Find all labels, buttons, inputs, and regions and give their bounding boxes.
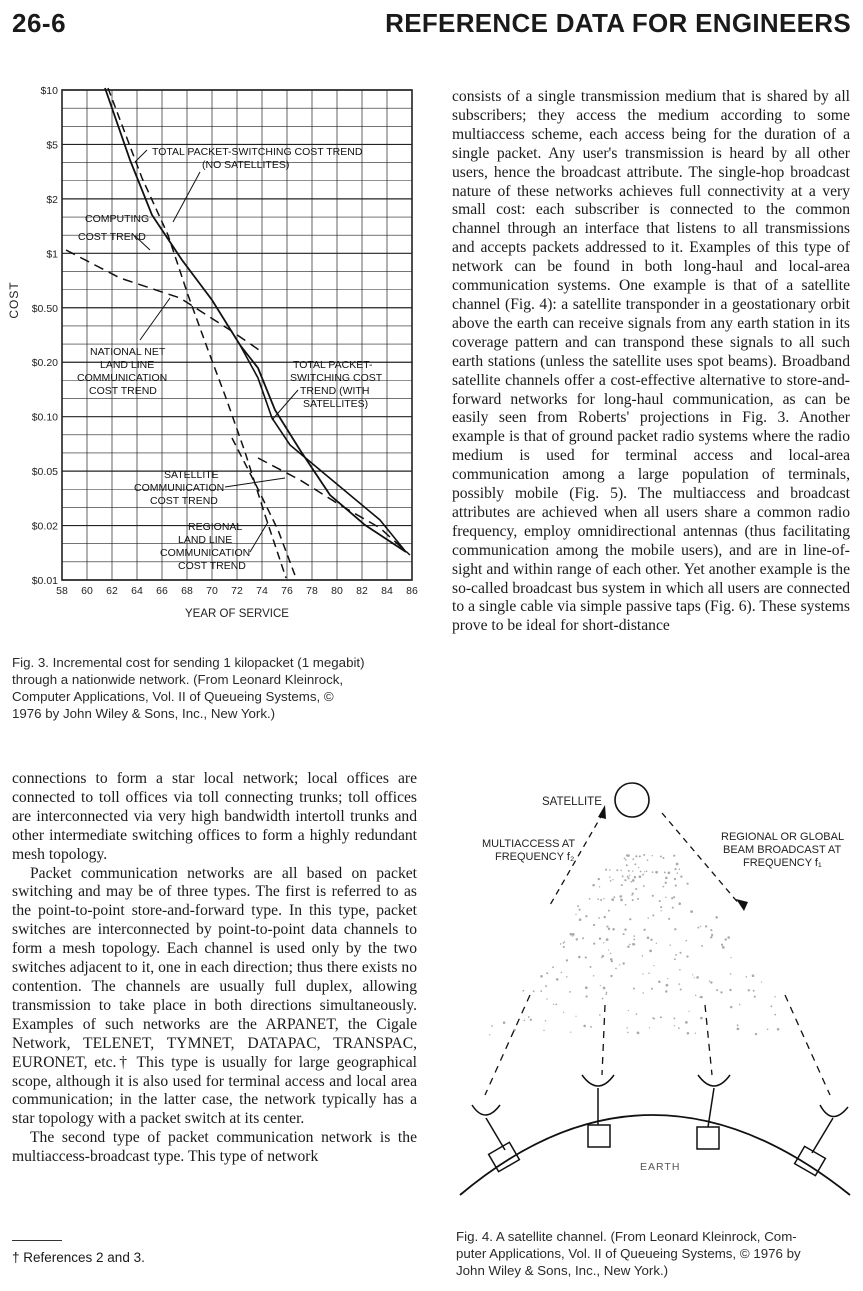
label-total-sat-4: SATELLITES)	[303, 398, 369, 410]
fig3-caption-line: Fig. 3. Incremental cost for sending 1 kilopacket (1 megabit)	[12, 655, 365, 670]
y-tick-label: $0.05	[31, 466, 58, 479]
label-total-no-sat-2: (NO SATELLITES)	[202, 159, 290, 171]
fig3-caption	[12, 654, 412, 722]
x-tick-label: 62	[106, 585, 118, 597]
broadcast-freq: FREQUENCY f₁	[743, 857, 822, 869]
label-regional-3: COMMUNICATION	[160, 547, 251, 559]
multiaccess-freq: FREQUENCY f₂	[495, 851, 575, 863]
y-tick-label: $0.01	[31, 575, 58, 587]
fig4-caption	[456, 1228, 851, 1279]
x-tick-label: 76	[281, 585, 293, 597]
x-tick-label: 64	[131, 585, 143, 597]
x-tick-label: 80	[331, 585, 343, 597]
y-tick-label: $0.20	[31, 357, 58, 370]
label-computing: COMPUTING	[85, 213, 150, 225]
fig3-caption-line: 1976 by John Wiley & Sons, Inc., New York.)	[12, 706, 276, 721]
multiaccess-label: MULTIACCESS AT	[482, 838, 576, 850]
label-regional-2: LAND LINE	[178, 534, 233, 546]
label-satellite-2: COMMUNICATION	[134, 482, 225, 494]
y-tick-label: $1	[46, 248, 58, 261]
label-regional: REGIONAL	[188, 521, 243, 533]
label-computing-2: COST TREND	[78, 231, 146, 243]
x-tick-label: 68	[181, 585, 193, 597]
y-tick-label: $2	[46, 193, 58, 206]
running-header-title: REFERENCE DATA FOR ENGINEERS	[385, 8, 851, 38]
label-national-3: COMMUNICATION	[77, 372, 168, 384]
x-axis-label: YEAR OF SERVICE	[185, 608, 289, 620]
x-tick-label: 58	[56, 585, 68, 597]
label-national: NATIONAL NET	[90, 346, 166, 358]
body-text-left-column	[12, 770, 417, 1167]
fig3-caption-line: Computer Applications, Vol. II of Queueing Systems, ©	[12, 689, 334, 704]
fig4-satellite-diagram	[440, 775, 860, 1215]
fig3-caption-line: through a nationwide network. (From Leonard Kleinrock,	[12, 672, 344, 687]
x-tick-label: 86	[406, 585, 418, 597]
body-text-right-column	[452, 88, 850, 636]
label-total-sat-2: SWITCHING COST	[290, 372, 383, 384]
page-number: 26-6	[12, 8, 67, 38]
label-total-sat-3: TREND (WITH	[300, 385, 370, 397]
x-tick-label: 84	[381, 585, 393, 597]
label-national-4: COST TREND	[89, 385, 157, 397]
y-tick-label: $0.10	[31, 411, 58, 424]
fig3-cost-chart	[0, 78, 430, 638]
x-tick-label: 74	[256, 585, 268, 597]
broadcast-label-2: BEAM BROADCAST AT	[723, 844, 842, 856]
label-total-no-sat: TOTAL PACKET-SWITCHING COST TREND	[152, 146, 363, 158]
y-tick-label: $0.02	[31, 520, 58, 533]
y-axis-label: COST	[7, 281, 21, 319]
earth-station-antenna	[795, 1105, 848, 1176]
label-national-2: LAND LINE	[100, 359, 155, 371]
footnote-rule	[12, 1240, 62, 1241]
y-tick-label: $10	[40, 85, 58, 97]
footnote: † References 2 and 3.	[12, 1250, 145, 1265]
label-satellite-3: COST TREND	[150, 495, 218, 507]
paragraph: The second type of packet communication network is the multiaccess-broadcast type. This type of network	[12, 1129, 417, 1166]
label-satellite: SATELLITE	[164, 469, 219, 481]
paragraph: Packet communication networks are all based on packet switching and may be of three types. The first is referred to as the point-to-point store-and-forward type. In this type, packet switches are interconnected by point-to-point data channels to form a mesh topology. Each channel is used only by the two switches adjacent to it, one in each direction; thus there exists no contention. The channels are usually full duplex, allowing transmission to take place in both directions simultaneously. Examples of such networks are the ARPANET, the Cigale Network, TELENET, TYMNET, DATAPAC, TRANSPAC, EURONET, etc.† This type is usually for large geographical scope, although it is also used for terminal access and local area communication; in the latter case, the network typically has a star topology with a packet switch at its center.	[12, 864, 417, 1128]
y-tick-label: $5	[46, 139, 58, 152]
label-total-sat: TOTAL PACKET-	[293, 359, 373, 371]
downlink-beam	[662, 813, 740, 905]
broadcast-label: REGIONAL OR GLOBAL	[721, 831, 845, 843]
paragraph: connections to form a star local network; local offices are connected to toll offices via toll connecting trunks; toll offices are interconnected via very high bandwidth intertoll trunks and other intermediate switching offices to form a highly redundant mesh topology.	[12, 770, 417, 863]
national-net-trend-line	[66, 250, 262, 352]
fig4-caption-line: John Wiley & Sons, Inc., New York.)	[456, 1263, 669, 1278]
x-tick-label: 72	[231, 585, 243, 597]
fig4-caption-line: puter Applications, Vol. II of Queueing Systems, © 1976 by	[456, 1246, 801, 1261]
x-tick-label: 82	[356, 585, 368, 597]
x-tick-label: 70	[206, 585, 218, 597]
earth-station-antenna	[582, 1075, 614, 1147]
paragraph: consists of a single transmission medium that is shared by all subscribers; they access the medium according to some multiaccess scheme, each access being for the duration of a single packet. Any user's transmission is heard by all other users, hence the broadcast attribute. The single-hop broadcast nature of these networks achieves full connectivity at a very small cost: each subscriber is connected to the common channel through an interface that listens to all transmissions and accepts packets addressed to it. Examples of this type of network can be found in both long-haul and local-area communication systems. One example is that of a satellite channel (Fig. 4): a satellite transponder in a geostationary orbit above the earth can receive signals from any earth station in its coverage pattern and can transpond these signals to all such earth stations (unless the satellite uses spot beams). Broadband satellite channels offer a cost-effective alternative to store-and-forward networks for long-haul communication, as can be easily seen from Roberts' projections in Fig. 3. Another example is that of ground packet radio systems where the radio medium is used for terminal access and local-area communication among a large population of terminals, possibly mobile (Fig. 5). The multiaccess and broadcast attributes are achieved when all users share a common radio frequency, employ omnidirectional antennas (thus facilitating communication among the mobile users), and are in line-of-sight and within range of each other. Yet another example is the so-called broadcast bus system in which all users are connected to a single cable via simple passive taps (Fig. 6). These systems prove to be ideal for short-distance	[452, 88, 850, 635]
earth-station-antenna	[472, 1105, 519, 1172]
y-tick-label: $0.50	[31, 302, 58, 315]
label-regional-4: COST TREND	[178, 560, 246, 572]
fig4-caption-line: Fig. 4. A satellite channel. (From Leonard Kleinrock, Com-	[456, 1229, 797, 1244]
x-tick-label: 66	[156, 585, 168, 597]
satellite-label: SATELLITE	[542, 796, 602, 808]
earth-label: EARTH	[640, 1161, 681, 1173]
satellite-icon	[615, 783, 649, 817]
x-tick-label: 78	[306, 585, 318, 597]
x-tick-label: 60	[81, 585, 93, 597]
earth-surface	[460, 1115, 850, 1195]
earth-station-antenna	[697, 1075, 730, 1149]
